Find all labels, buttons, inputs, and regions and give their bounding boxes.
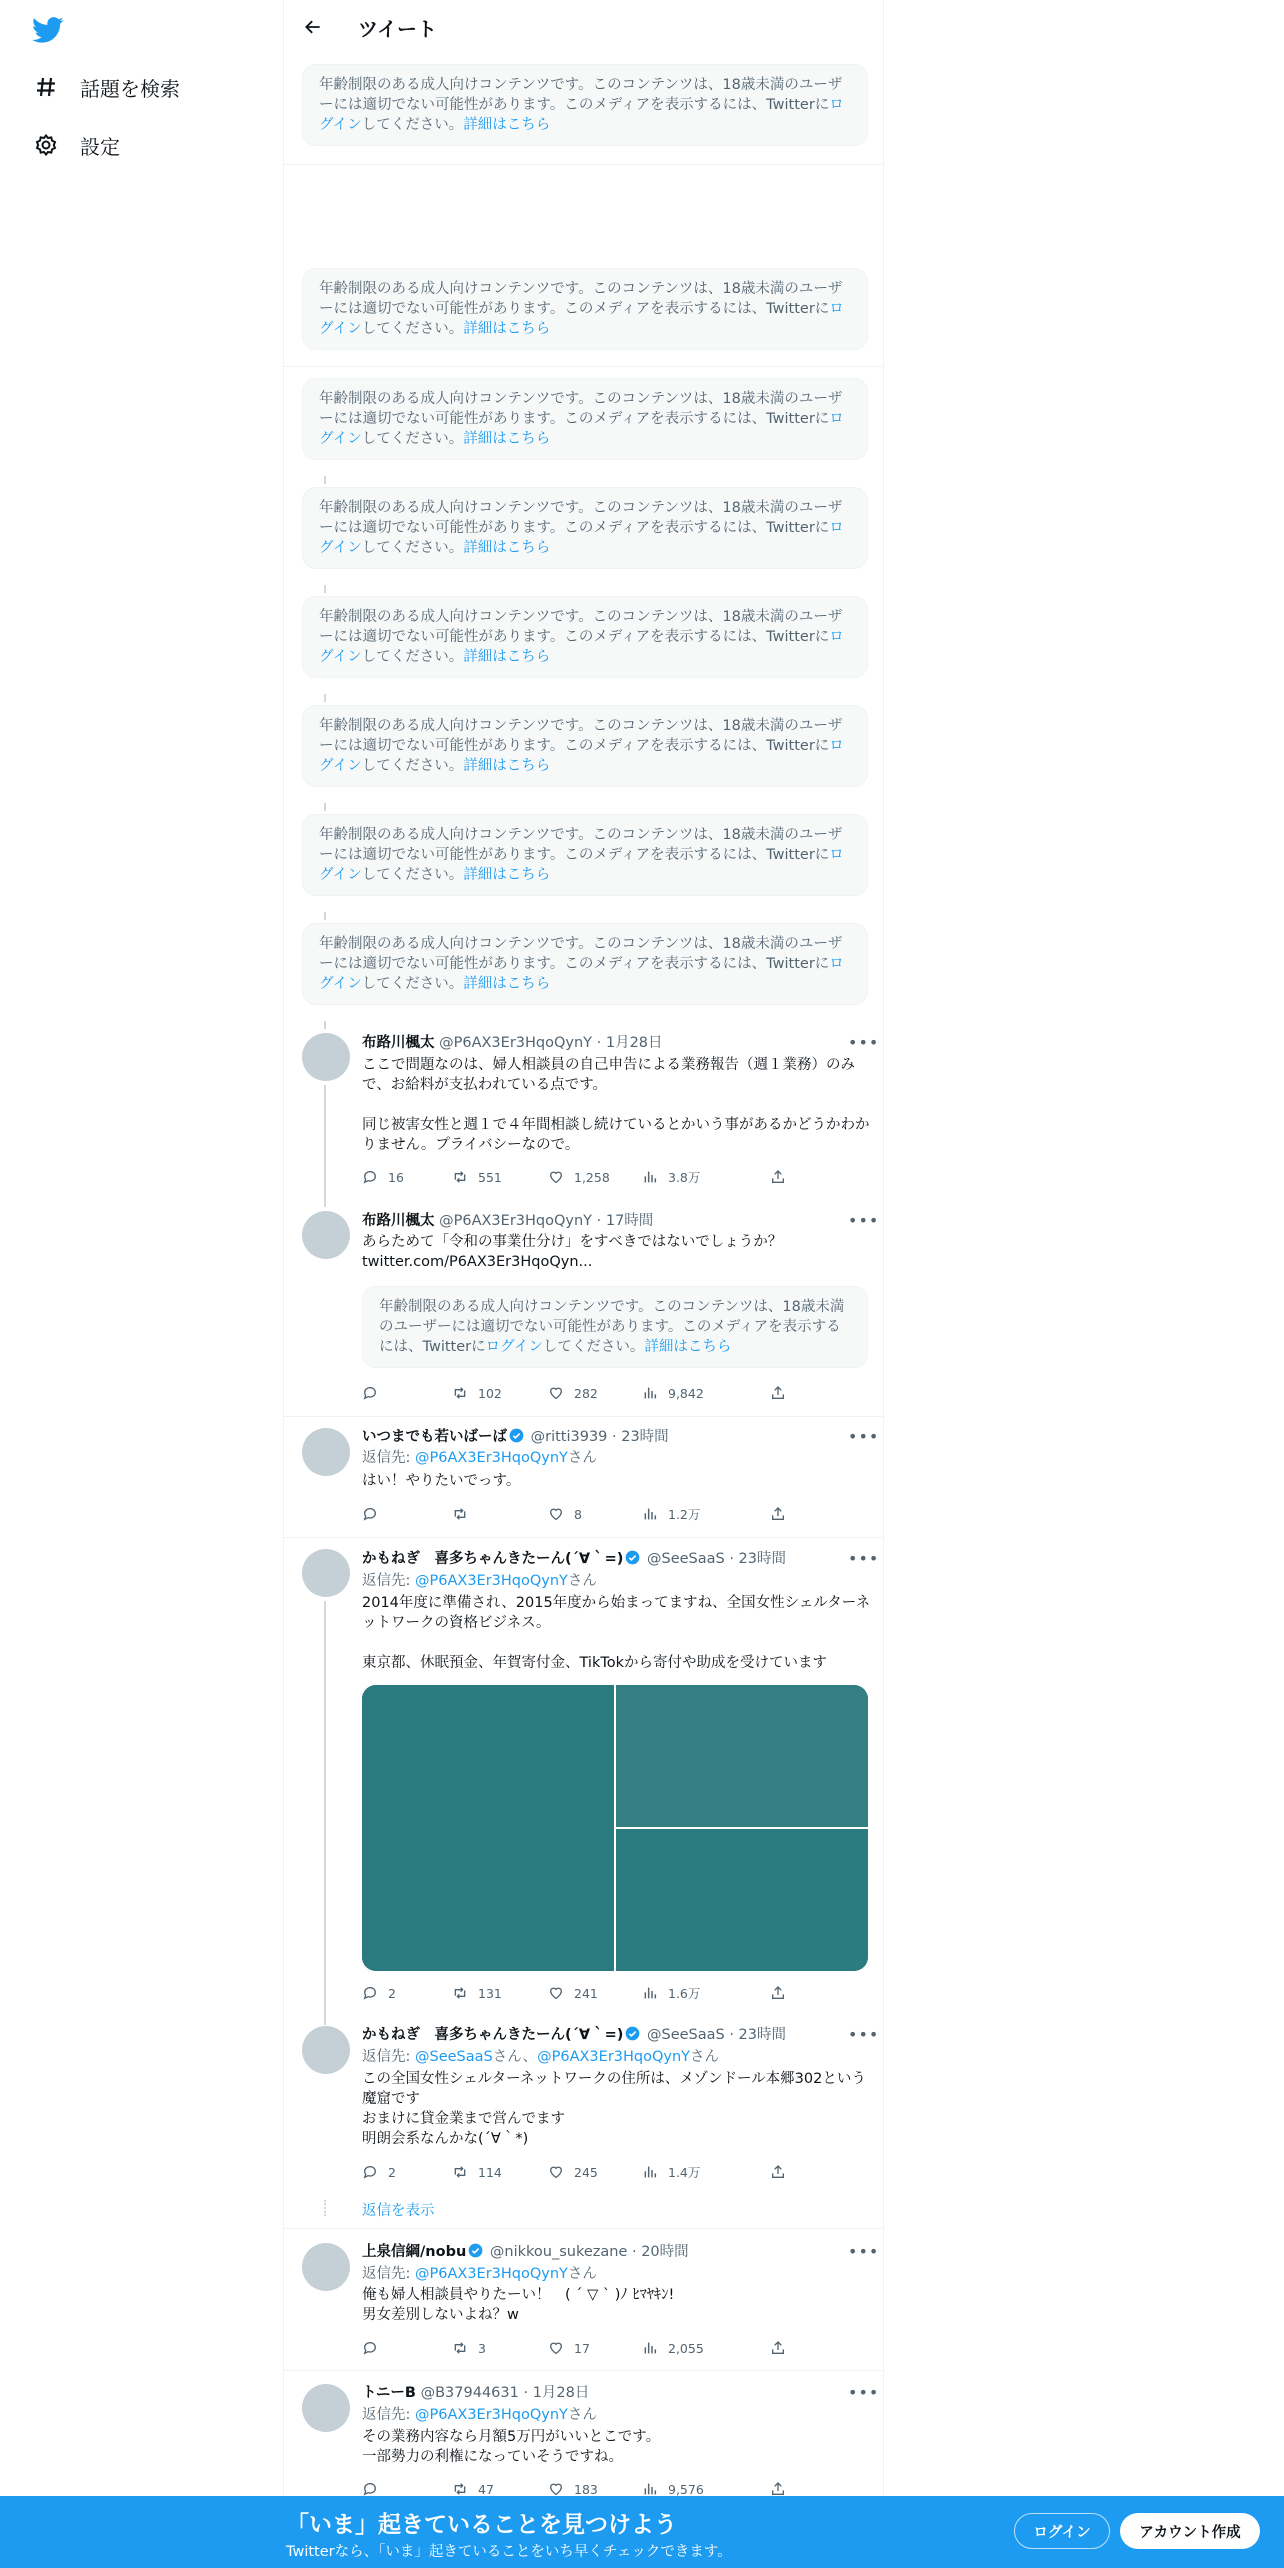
heart-icon <box>548 1506 564 1522</box>
media-divider <box>616 1827 868 1829</box>
notice-text: してください。 <box>361 540 464 556</box>
like-button[interactable] <box>548 1983 598 2003</box>
reply-context <box>362 1571 597 1591</box>
reply-label: 返信先: <box>362 2266 415 2282</box>
avatar[interactable] <box>302 2243 350 2291</box>
reply-label: 返信先: <box>362 2049 415 2065</box>
divider <box>284 2370 884 2371</box>
share-icon <box>770 2340 786 2356</box>
retweet-count: 3 <box>478 2340 486 2356</box>
thread-connector <box>324 912 326 920</box>
retweet-count: 114 <box>478 2164 502 2180</box>
learn-more-link[interactable]: 詳細はこちら <box>463 649 551 665</box>
divider <box>284 1537 884 1538</box>
notice-text: してください。 <box>361 117 464 133</box>
tweet-text: ここで問題なのは、婦人相談員の自己申告による業務報告（週１業務）のみで、お給料が支払われている点です。 同じ被害女性と週１で４年間相談し続けているとかいう事があるかどうかわかりません。プライバシーなので。 <box>362 1057 870 1153</box>
reply-button[interactable] <box>362 2338 388 2358</box>
tweet-header: 上泉信綱/nobu @nikkou_sukezane · 20時間 <box>362 2244 689 2260</box>
author-name[interactable]: トニーB <box>362 2385 416 2401</box>
views-button[interactable] <box>642 2338 704 2358</box>
tweet-header: 布路川楓太 @P6AX3Er3HqoQynY · 1月28日 <box>362 1035 663 1051</box>
share-icon <box>770 1506 786 1522</box>
mention-link[interactable]: @P6AX3Er3HqoQynY <box>415 2266 568 2282</box>
like-count: 8 <box>574 1506 582 1522</box>
views-chart-icon <box>642 1985 658 2001</box>
thread-connector <box>324 1601 326 2025</box>
media-image[interactable] <box>362 1685 614 1971</box>
views-chart-icon <box>642 2481 658 2497</box>
author-handle[interactable]: @SeeSaaS <box>646 1551 725 1567</box>
mention-link[interactable]: @P6AX3Er3HqoQynY <box>415 1573 568 1589</box>
notice-text: 年齢制限のある成人向けコンテンツです。このコンテンツは、18歳未満のユーザーには適切でない可能性があります。このメディアを表示するには、Twitterに <box>379 1299 845 1355</box>
login-link[interactable]: ログイン <box>319 956 844 992</box>
twitter-bird-icon[interactable] <box>32 14 64 46</box>
reply-suffix: さん <box>690 2049 720 2065</box>
tweet-actions <box>362 1167 792 1187</box>
reply-suffix: さん <box>567 1450 597 1466</box>
thread-connector <box>324 1021 326 1029</box>
tweet-time[interactable]: 23時間 <box>621 1429 669 1445</box>
verified-badge-icon <box>625 1550 640 1565</box>
age-restriction-notice <box>302 596 868 678</box>
views-button[interactable] <box>642 1167 700 1187</box>
reply-icon <box>362 1506 378 1522</box>
retweet-icon <box>452 2481 468 2497</box>
login-button[interactable]: ログイン <box>1014 2513 1110 2549</box>
signup-banner <box>0 2496 1284 2568</box>
tweet-actions <box>362 1983 792 2003</box>
retweet-button[interactable] <box>452 1167 502 1187</box>
more-options-icon[interactable]: ••• <box>848 1427 880 1446</box>
share-icon <box>770 1385 786 1401</box>
arrow-left-icon <box>303 17 323 37</box>
notice-text: 年齢制限のある成人向けコンテンツです。このコンテンツは、18歳未満のユーザーには適切でない可能性があります。このメディアを表示するには、Twitterに <box>319 936 843 972</box>
notice-text: 年齢制限のある成人向けコンテンツです。このコンテンツは、18歳未満のユーザーには適切でない可能性があります。このメディアを表示するには、Twitterに <box>319 77 843 113</box>
views-chart-icon <box>642 2164 658 2180</box>
learn-more-link[interactable]: 詳細はこちら <box>463 321 551 337</box>
retweet-count: 47 <box>478 2481 494 2497</box>
thread-connector <box>324 803 326 811</box>
reply-suffix: さん <box>567 2266 597 2282</box>
like-count: 1,258 <box>574 1169 610 1185</box>
mention-link[interactable]: @P6AX3Er3HqoQynY <box>537 2049 691 2065</box>
share-button[interactable] <box>770 1167 796 1187</box>
retweet-button[interactable] <box>452 1504 478 1524</box>
tweet-text: 2014年度に準備され、2015年度から始まってますね、全国女性シェルターネットワークの資格ビジネス。 東京都、休眠預金、年賀寄付金、TikTokから寄付や助成を受けています <box>362 1595 871 1671</box>
notice-text: してください。 <box>361 867 464 883</box>
view-count: 1.6万 <box>668 1986 701 2001</box>
reply-icon <box>362 1169 378 1185</box>
login-link[interactable]: ログイン <box>319 301 844 337</box>
views-chart-icon <box>642 1385 658 1401</box>
heart-icon <box>548 2481 564 2497</box>
tweet-link[interactable]: twitter.com/P6AX3Er3HqoQyn... <box>362 1254 593 1270</box>
divider <box>284 2228 884 2229</box>
thread-connector <box>324 585 326 593</box>
share-icon <box>770 1169 786 1185</box>
tweet-actions <box>362 2162 792 2182</box>
tweet-text: この全国女性シェルターネットワークの住所は、メゾンドール本郷302という魔窟です おまけに貸金業まで営んでます 明朗会系なんかな(´∀｀*) <box>362 2071 866 2147</box>
avatar[interactable] <box>302 1211 350 1259</box>
share-button[interactable] <box>770 1983 796 2003</box>
banner-title: 「いま」起きていることを見つけよう <box>286 2512 677 2538</box>
author-handle[interactable]: @SeeSaaS <box>646 2027 725 2043</box>
like-count: 282 <box>574 1385 598 1401</box>
like-count: 245 <box>574 2164 598 2180</box>
reply-label: 返信先: <box>362 2407 415 2423</box>
retweet-count: 551 <box>478 1169 502 1185</box>
author-handle[interactable]: @B37944631 <box>420 2385 519 2401</box>
reply-context <box>362 2264 597 2284</box>
reply-label: 返信先: <box>362 1450 415 1466</box>
reply-separator: さん、 <box>492 2049 538 2065</box>
notice-text: してください。 <box>542 1339 645 1355</box>
age-restriction-notice <box>302 64 868 146</box>
heart-icon <box>548 2164 564 2180</box>
learn-more-link[interactable]: 詳細はこちら <box>463 867 551 883</box>
view-count: 1.2万 <box>668 1507 701 1522</box>
like-count: 183 <box>574 2481 598 2497</box>
like-button[interactable] <box>548 2162 598 2182</box>
age-restriction-notice <box>302 268 868 350</box>
retweet-icon <box>452 1985 468 2001</box>
more-options-icon[interactable]: ••• <box>848 2242 880 2261</box>
tweet-header: いつまでも若いばーば @ritti3939 · 23時間 <box>362 1429 669 1445</box>
author-handle[interactable]: @P6AX3Er3HqoQynY <box>439 1035 593 1051</box>
share-icon <box>770 2164 786 2180</box>
login-link[interactable]: ログイン <box>319 629 844 665</box>
page-title: ツイート <box>358 17 437 41</box>
age-restriction-notice <box>302 814 868 896</box>
divider <box>284 1416 884 1417</box>
learn-more-link[interactable]: 詳細はこちら <box>463 758 551 774</box>
tweet-text: あらためて「令和の事業仕分け」をすべきではないでしょうか？ <box>362 1234 783 1250</box>
like-button[interactable] <box>548 1167 610 1187</box>
reply-count: 2 <box>388 2164 396 2180</box>
tweet-header: トニーB @B37944631 · 1月28日 <box>362 2385 590 2401</box>
reply-count: 2 <box>388 1985 396 2001</box>
login-link[interactable]: ログイン <box>319 738 844 774</box>
reply-icon <box>362 2340 378 2356</box>
login-link[interactable]: ログイン <box>319 97 844 133</box>
tweet-header: 布路川楓太 @P6AX3Er3HqoQynY · 17時間 <box>362 1213 654 1229</box>
login-link[interactable]: ログイン <box>319 847 844 883</box>
learn-more-link[interactable]: 詳細はこちら <box>463 431 551 447</box>
login-link[interactable]: ログイン <box>319 520 844 556</box>
gear-icon <box>32 131 60 159</box>
verified-badge-icon <box>625 2026 640 2041</box>
notice-text: してください。 <box>361 649 464 665</box>
retweet-button[interactable] <box>452 1983 502 2003</box>
tweet-text: その業務内容なら月額5万円がいいとこです。 一部勢力の利権になっていそうですね。 <box>362 2429 661 2465</box>
age-restriction-notice <box>302 705 868 787</box>
notice-text: してください。 <box>361 976 464 992</box>
share-button[interactable] <box>770 1504 796 1524</box>
retweet-icon <box>452 1169 468 1185</box>
reply-icon <box>362 1385 378 1401</box>
like-button[interactable] <box>548 1383 598 1403</box>
avatar[interactable] <box>302 2026 350 2074</box>
login-link[interactable]: ログイン <box>319 411 844 447</box>
notice-text: 年齢制限のある成人向けコンテンツです。このコンテンツは、18歳未満のユーザーには適切でない可能性があります。このメディアを表示するには、Twitterに <box>319 718 843 754</box>
age-restriction-notice <box>302 923 868 1005</box>
thread-connector <box>324 694 326 702</box>
learn-more-link[interactable]: 詳細はこちら <box>463 976 551 992</box>
tweet-header: かもねぎ 喜多ちゃんきたーん(´∀｀=) @SeeSaaS · 23時間 <box>362 1551 786 1567</box>
reply-context <box>362 1448 597 1468</box>
reply-button[interactable] <box>362 1983 396 2003</box>
main-timeline <box>284 0 884 2568</box>
retweet-count: 131 <box>478 1985 502 2001</box>
view-count: 1.4万 <box>668 2165 701 2180</box>
show-replies-link[interactable]: 返信を表示 <box>362 2203 435 2219</box>
reply-icon <box>362 1985 378 2001</box>
author-name[interactable]: いつまでも若いばーば <box>362 1429 507 1445</box>
retweet-icon <box>452 2164 468 2180</box>
views-chart-icon <box>642 1169 658 1185</box>
like-button[interactable] <box>548 2338 590 2358</box>
views-chart-icon <box>642 2340 658 2356</box>
notice-text: 年齢制限のある成人向けコンテンツです。このコンテンツは、18歳未満のユーザーには適切でない可能性があります。このメディアを表示するには、Twitterに <box>319 827 843 863</box>
notice-text: してください。 <box>361 431 464 447</box>
avatar[interactable] <box>302 1428 350 1476</box>
age-restriction-notice <box>362 1286 868 1368</box>
retweet-button[interactable] <box>452 2338 486 2358</box>
sidebar-item-explore[interactable] <box>32 67 180 107</box>
more-options-icon[interactable]: ••• <box>848 1549 880 1568</box>
tweet-time[interactable]: 1月28日 <box>605 1035 663 1051</box>
tweet-time[interactable]: 20時間 <box>641 2244 689 2260</box>
learn-more-link[interactable]: 詳細はこちら <box>463 540 551 556</box>
tweet-time[interactable]: 23時間 <box>738 2027 786 2043</box>
tweet-time[interactable]: 23時間 <box>738 1551 786 1567</box>
signup-button[interactable]: アカウント作成 <box>1120 2513 1260 2549</box>
view-count: 9,576 <box>668 2481 704 2497</box>
sidebar-item-label: 話題を検索 <box>80 76 180 101</box>
learn-more-link[interactable]: 詳細はこちら <box>463 117 551 133</box>
author-handle[interactable]: @P6AX3Er3HqoQynY <box>439 1213 593 1229</box>
reply-label: 返信先: <box>362 1573 415 1589</box>
reply-suffix: さん <box>567 1573 597 1589</box>
page-header <box>284 0 884 53</box>
author-handle[interactable]: @ritti3939 <box>530 1429 608 1445</box>
like-count: 17 <box>574 2340 590 2356</box>
reply-button[interactable] <box>362 1383 388 1403</box>
more-options-icon[interactable]: ••• <box>848 1033 880 1052</box>
verified-badge-icon <box>509 1428 524 1443</box>
sidebar <box>0 0 284 2568</box>
tweet-text: はい！やりたいでっす。 <box>362 1473 521 1489</box>
avatar[interactable] <box>302 1033 350 1081</box>
reply-context <box>362 2047 719 2067</box>
tweet-time[interactable]: 17時間 <box>605 1213 654 1229</box>
retweet-icon <box>452 1385 468 1401</box>
login-link[interactable]: ログイン <box>485 1339 543 1355</box>
tweet-media-grid[interactable] <box>362 1685 868 1971</box>
retweet-button[interactable] <box>452 1383 502 1403</box>
divider <box>284 164 884 165</box>
age-restriction-notice <box>302 487 868 569</box>
more-options-icon[interactable]: ••• <box>848 1211 880 1230</box>
reply-button[interactable] <box>362 1504 388 1524</box>
notice-text: してください。 <box>361 321 464 337</box>
banner-subtitle: Twitterなら、「いま」起きていることをいち早くチェックできます。 <box>286 2544 732 2560</box>
tweet-header: かもねぎ 喜多ちゃんきたーん(´∀｀=) @SeeSaaS · 23時間 <box>362 2027 786 2043</box>
author-name[interactable]: かもねぎ 喜多ちゃんきたーん(´∀｀=) <box>362 1551 624 1567</box>
reply-count: 16 <box>388 1169 404 1185</box>
author-name[interactable]: 上泉信綱/nobu <box>362 2244 467 2260</box>
share-button[interactable] <box>770 2162 796 2182</box>
avatar[interactable] <box>302 1549 350 1597</box>
author-name[interactable]: かもねぎ 喜多ちゃんきたーん(´∀｀=) <box>362 2027 624 2043</box>
retweet-icon <box>452 1506 468 1522</box>
hashtag-icon <box>32 73 60 101</box>
thread-connector <box>324 476 326 484</box>
tweet-time[interactable]: 1月28日 <box>532 2385 590 2401</box>
mention-link[interactable]: @P6AX3Er3HqoQynY <box>415 2407 568 2423</box>
tweet-actions <box>362 1504 792 1524</box>
media-image[interactable] <box>616 1829 868 1971</box>
sidebar-item-label: 設定 <box>80 134 120 159</box>
reply-button[interactable] <box>362 2162 396 2182</box>
more-options-icon[interactable]: ••• <box>848 2025 880 2044</box>
views-button[interactable] <box>642 1504 700 1524</box>
view-count: 3.8万 <box>668 1170 701 1185</box>
share-icon <box>770 1985 786 2001</box>
tweet-actions <box>362 1383 792 1403</box>
thread-connector <box>324 2200 326 2216</box>
sidebar-item-settings[interactable] <box>32 125 120 165</box>
age-restriction-notice <box>302 378 868 460</box>
heart-icon <box>548 1169 564 1185</box>
tweet-text: 俺も婦人相談員やりたーい！ ( ´ ▽ ` )ﾉ ﾋﾏﾔｷﾝ! 男女差別しないよね？w <box>362 2287 675 2323</box>
heart-icon <box>548 1385 564 1401</box>
view-count: 2,055 <box>668 2340 704 2356</box>
reply-icon <box>362 2481 378 2497</box>
reply-icon <box>362 2164 378 2180</box>
views-chart-icon <box>642 1506 658 1522</box>
like-count: 241 <box>574 1985 598 2001</box>
thread-connector <box>324 1085 326 1207</box>
views-button[interactable] <box>642 1383 704 1403</box>
retweet-icon <box>452 2340 468 2356</box>
reply-suffix: さん <box>567 2407 597 2423</box>
notice-text: してください。 <box>361 758 464 774</box>
share-button[interactable] <box>770 2338 796 2358</box>
like-button[interactable] <box>548 1504 582 1524</box>
heart-icon <box>548 2340 564 2356</box>
avatar[interactable] <box>302 2384 350 2432</box>
mention-link[interactable]: @SeeSaaS <box>415 2049 493 2065</box>
notice-text: 年齢制限のある成人向けコンテンツです。このコンテンツは、18歳未満のユーザーには適切でない可能性があります。このメディアを表示するには、Twitterに <box>319 391 843 427</box>
notice-text: 年齢制限のある成人向けコンテンツです。このコンテンツは、18歳未満のユーザーには適切でない可能性があります。このメディアを表示するには、Twitterに <box>319 281 843 317</box>
author-name[interactable]: 布路川楓太 <box>362 1213 435 1229</box>
author-handle[interactable]: @nikkou_sukezane <box>489 2244 628 2260</box>
learn-more-link[interactable]: 詳細はこちら <box>644 1339 732 1355</box>
mention-link[interactable]: @P6AX3Er3HqoQynY <box>415 1450 568 1466</box>
media-image[interactable] <box>616 1685 868 1827</box>
back-button[interactable] <box>300 14 326 40</box>
retweet-button[interactable] <box>452 2162 502 2182</box>
heart-icon <box>548 1985 564 2001</box>
notice-text: 年齢制限のある成人向けコンテンツです。このコンテンツは、18歳未満のユーザーには適切でない可能性があります。このメディアを表示するには、Twitterに <box>319 609 843 645</box>
views-button[interactable] <box>642 1983 700 2003</box>
view-count: 9,842 <box>668 1385 704 1401</box>
views-button[interactable] <box>642 2162 700 2182</box>
reply-button[interactable] <box>362 1167 404 1187</box>
notice-text: 年齢制限のある成人向けコンテンツです。このコンテンツは、18歳未満のユーザーには適切でない可能性があります。このメディアを表示するには、Twitterに <box>319 500 843 536</box>
share-icon <box>770 2481 786 2497</box>
reply-context <box>362 2405 597 2425</box>
more-options-icon[interactable]: ••• <box>848 2383 880 2402</box>
tweet-actions <box>362 2338 792 2358</box>
verified-badge-icon <box>468 2243 483 2258</box>
share-button[interactable] <box>770 1383 796 1403</box>
retweet-count: 102 <box>478 1385 502 1401</box>
divider <box>284 366 884 367</box>
author-name[interactable]: 布路川楓太 <box>362 1035 435 1051</box>
